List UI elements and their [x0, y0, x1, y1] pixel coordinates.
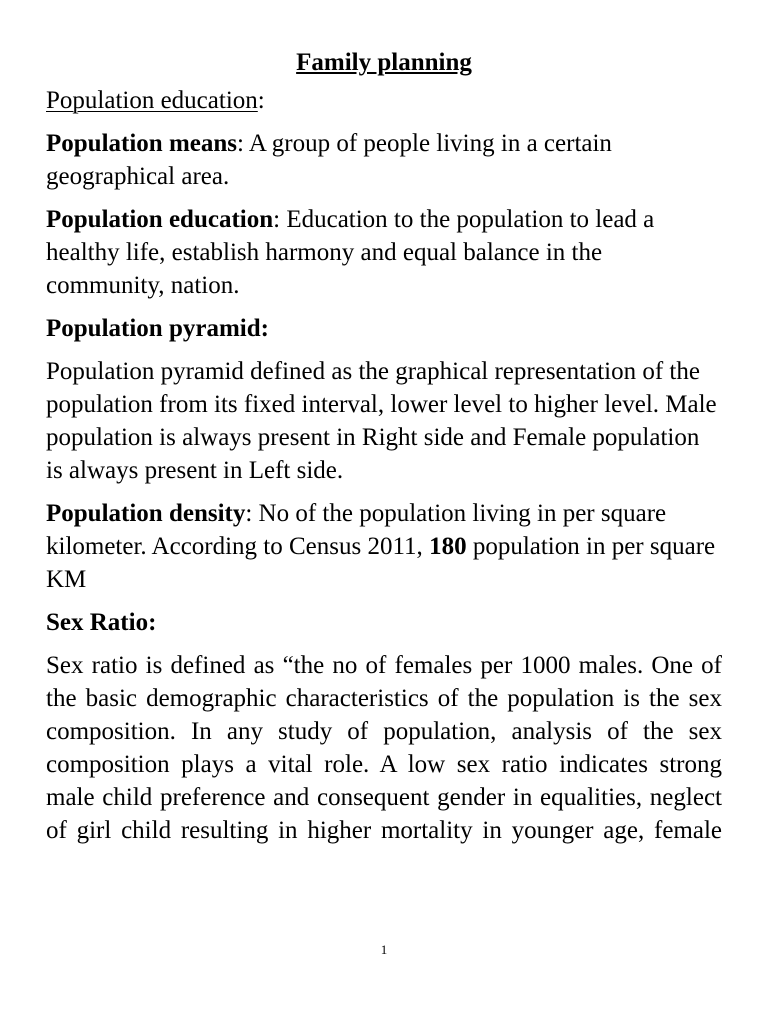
- section-heading-text: Population education: [46, 87, 258, 114]
- population-means-term: Population means: [46, 130, 238, 157]
- population-pyramid-text: Population pyramid defined as the graphical representation of the population from its fixed interval, lower level to higher level. Male population is always present in Right side and Female population is always present in Left side.: [46, 358, 717, 484]
- population-means-paragraph: [46, 127, 722, 193]
- sex-ratio-text: Sex ratio is defined as “the no of females per 1000 males. One of the basic demographic characteristics of the population is the sex composition. In any study of population, analysis of the sex composition plays a vital role. A low sex ratio indicates strong male child preference and consequent gender in equalities, neglect of girl child resulting in higher mortality in younger age, female: [46, 652, 722, 844]
- population-education-term: Population education: [46, 206, 274, 233]
- population-density-term: Population density: [46, 500, 246, 527]
- population-education-paragraph: [46, 203, 722, 302]
- population-density-value: 180: [429, 533, 467, 560]
- section-heading: [46, 84, 722, 117]
- population-density-paragraph: [46, 497, 722, 596]
- section-heading-colon: :: [257, 87, 265, 114]
- population-density-definition-end: population in per square KM: [46, 533, 716, 593]
- page-number: 1: [380, 942, 388, 957]
- page-title: Family planning: [296, 49, 472, 76]
- population-density-definition-start: : No of the population living in per square kilometer. According to Census 2011,: [46, 500, 667, 560]
- population-means-definition: : A group of people living in a certain geographical area.: [46, 130, 612, 190]
- sex-ratio-heading: Sex Ratio:: [46, 609, 157, 636]
- document-body: [46, 46, 722, 857]
- population-pyramid-heading: Population pyramid:: [46, 315, 269, 342]
- population-education-definition: : Education to the population to lead a healthy life, establish harmony and equal balance in the community, nation.: [46, 206, 655, 299]
